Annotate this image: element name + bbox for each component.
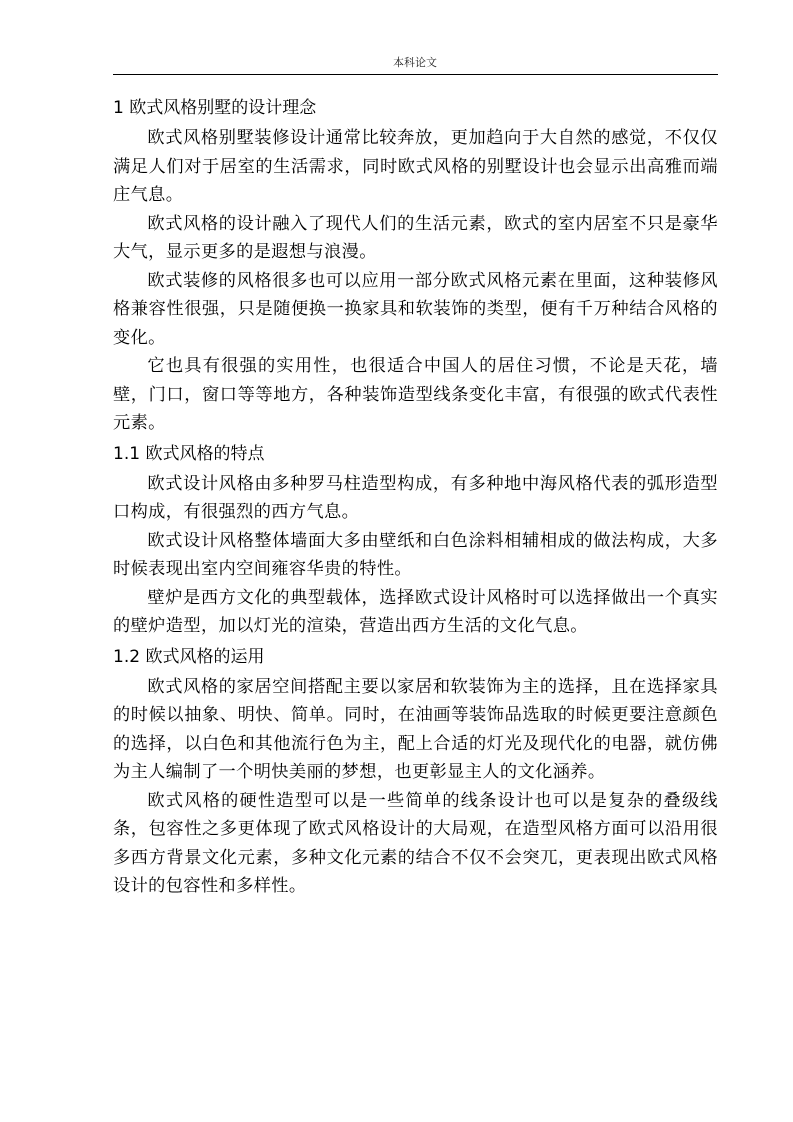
paragraph: 欧式设计风格由多种罗马柱造型构成，有多种地中海风格代表的弧形造型口构成，有很强烈的西方气息。 (113, 473, 718, 522)
paragraph: 欧式风格的硬性造型可以是一些简单的线条设计也可以是复杂的叠级线条，包容性之多更体现了欧式风格设计的大局观，在造型风格方面可以沿用很多西方背景文化元素，多种文化元素的结合不仅不会突兀，更表现出欧式风格设计的包容性和多样性。 (113, 790, 718, 896)
page-header: 本科论文 (393, 56, 437, 69)
section-design-concept (113, 92, 718, 438)
paragraph: 欧式装修的风格很多也可以应用一部分欧式风格元素在里面，这种装修风格兼容性很强，只是随便换一换家具和软装饰的类型，便有千万种结合风格的变化。 (113, 270, 718, 348)
paragraph: 它也具有很强的实用性，也很适合中国人的居住习惯，不论是天花，墙壁，门口，窗口等等地方，各种装饰造型线条变化丰富，有很强的欧式代表性元素。 (113, 356, 718, 433)
section-characteristics (113, 438, 718, 641)
subsection-heading: 1.1 欧式风格的特点 (113, 443, 265, 464)
paragraph: 壁炉是西方文化的典型载体，选择欧式设计风格时可以选择做出一个真实的壁炉造型，加以灯光的渲染，营造出西方生活的文化气息。 (113, 587, 718, 636)
header-divider (113, 74, 718, 75)
section-application (113, 641, 718, 901)
section-heading: 1 欧式风格别墅的设计理念 (113, 98, 317, 118)
subsection-heading: 1.2 欧式风格的运用 (113, 646, 265, 667)
paragraph: 欧式设计风格整体墙面大多由壁纸和白色涂料相辅相成的做法构成，大多时候表现出室内空间雍容华贵的特性。 (113, 530, 718, 579)
paragraph: 欧式风格的设计融入了现代人们的生活元素，欧式的室内居室不只是豪华大气，显示更多的是遐想与浪漫。 (113, 213, 718, 262)
paragraph: 欧式风格的家居空间搭配主要以家居和软装饰为主的选择，且在选择家具的时候以抽象、明快、简单。同时，在油画等装饰品选取的时候更要注意颜色的选择，以白色和其他流行色为主，配上合适的灯光及现代化的电器，就仿佛为主人编制了一个明快美丽的梦想，也更彰显主人的文化涵养。 (113, 676, 718, 782)
document-body (113, 92, 718, 901)
paragraph: 欧式风格别墅装修设计通常比较奔放，更加趋向于大自然的感觉，不仅仅满足人们对于居室的生活需求，同时欧式风格的别墅设计也会显示出高雅而端庄气息。 (113, 128, 718, 205)
